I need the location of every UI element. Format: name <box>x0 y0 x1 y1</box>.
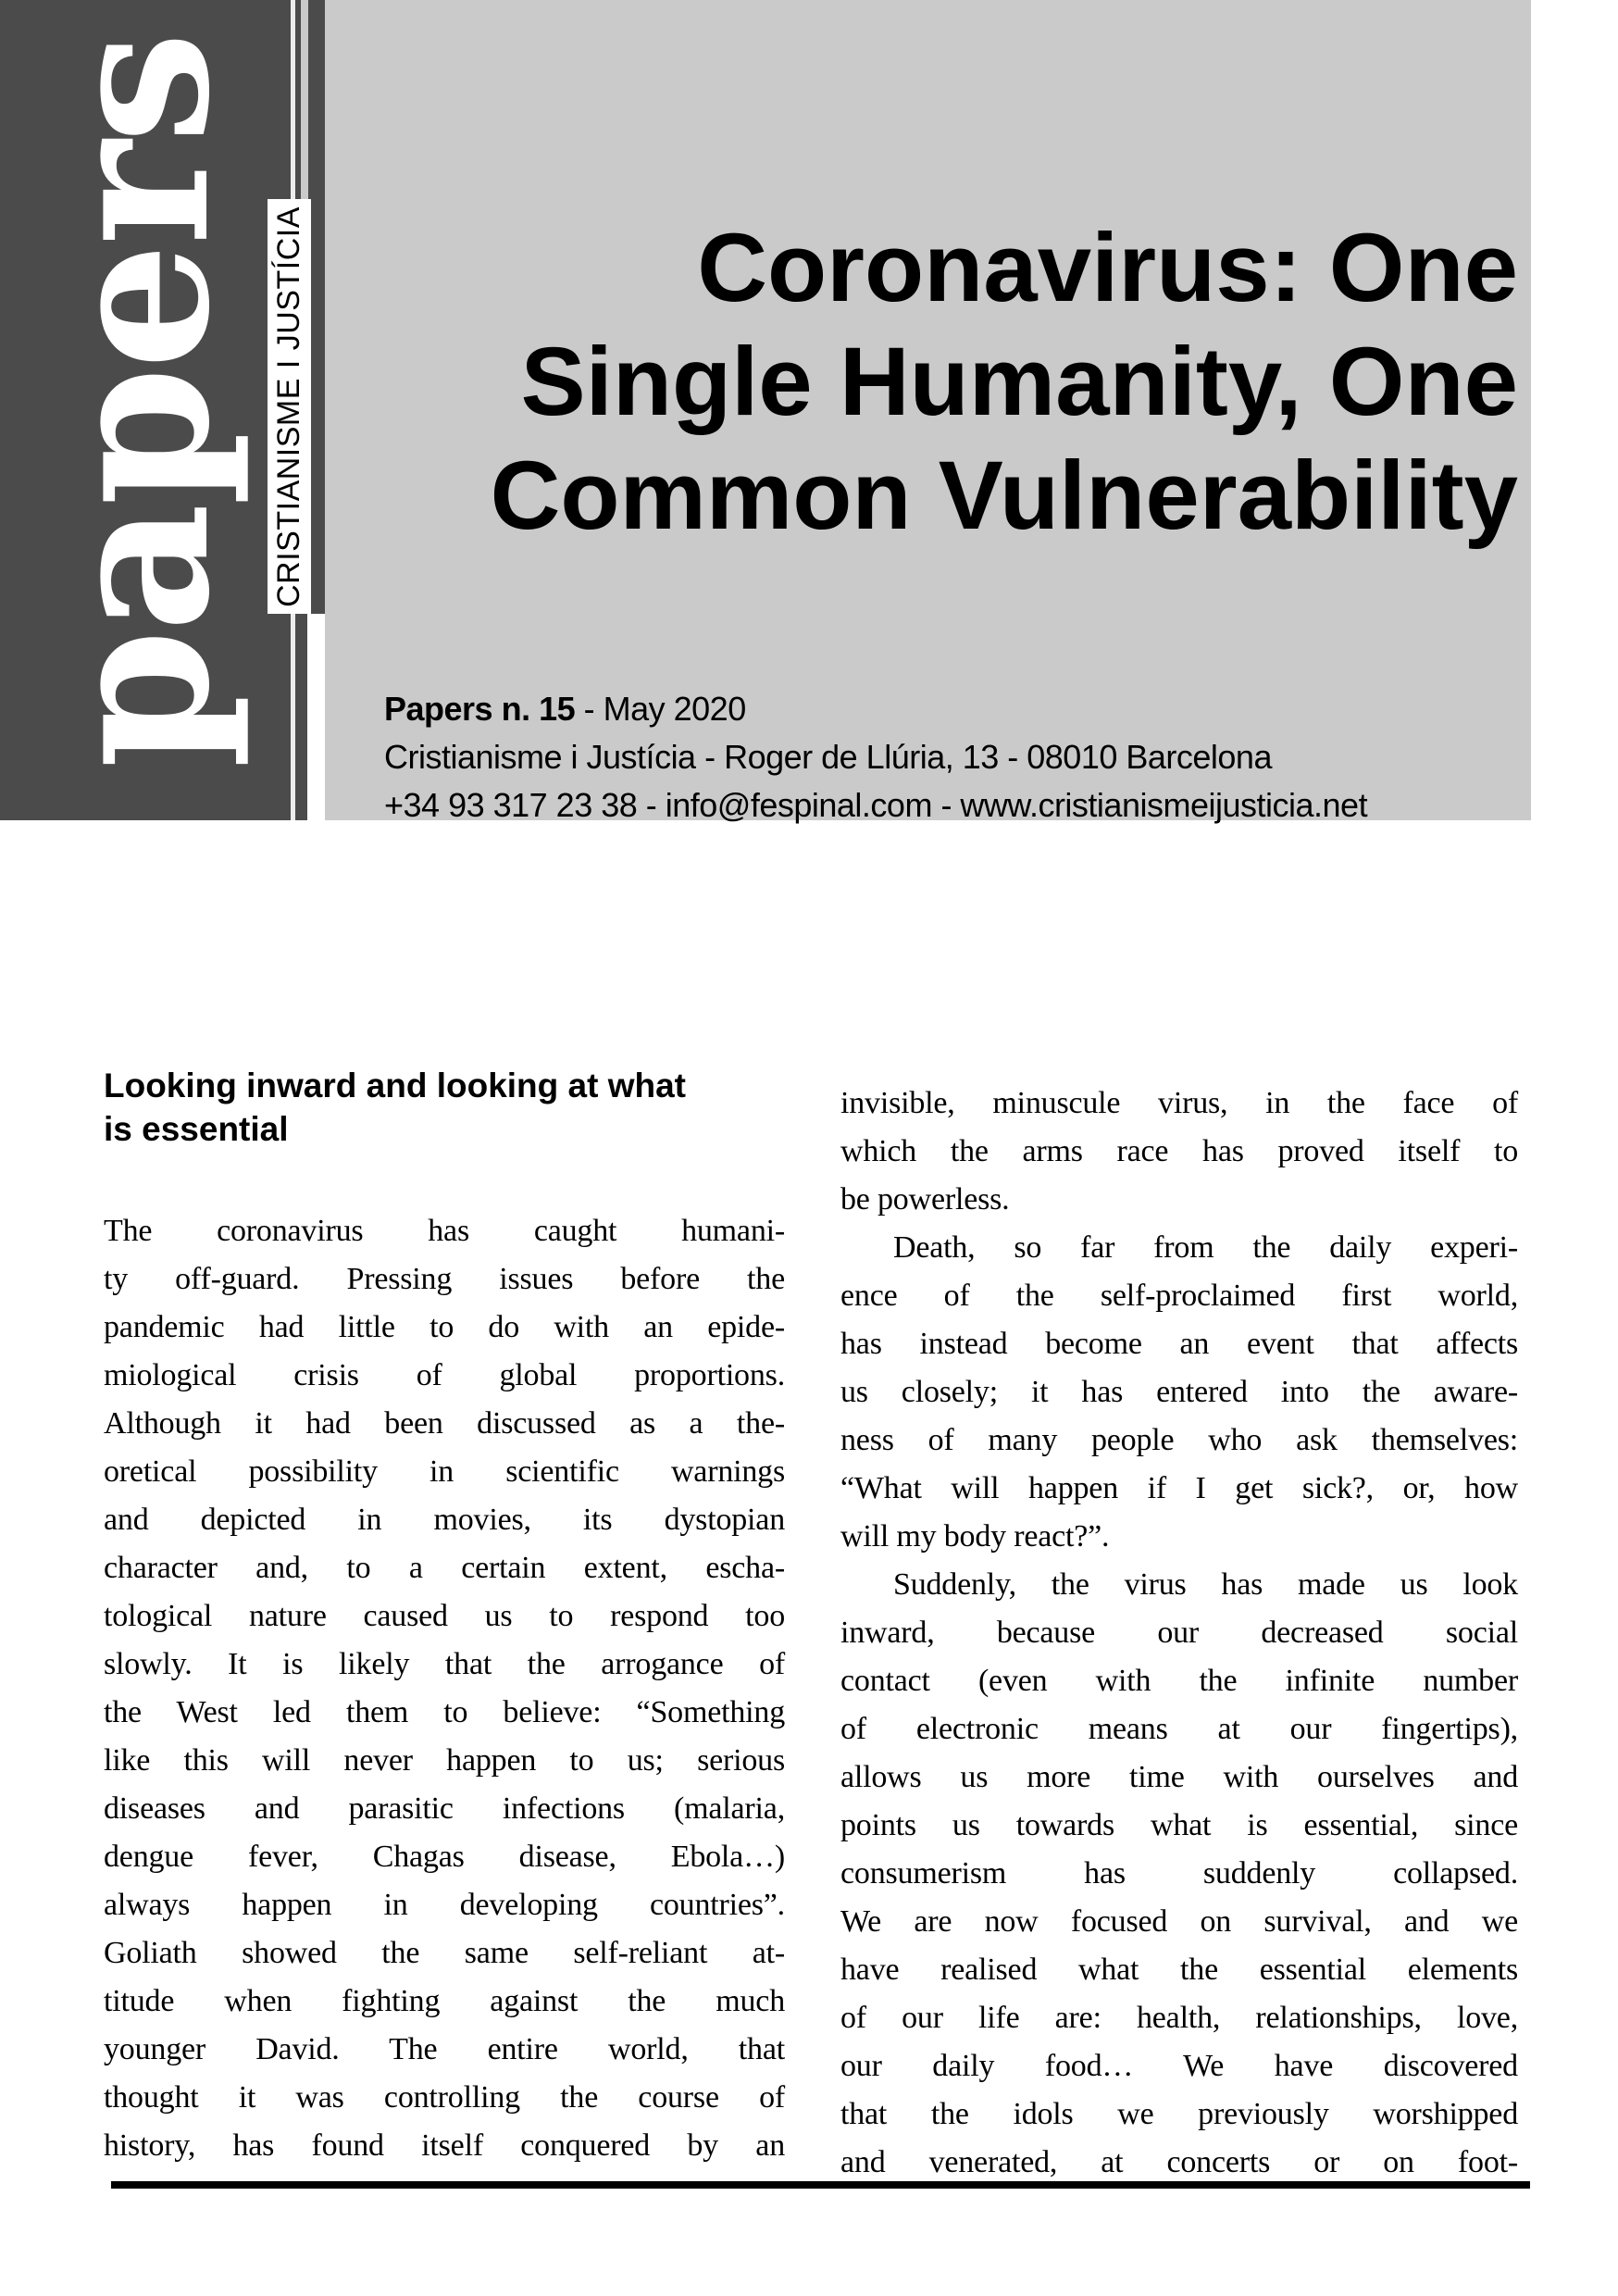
text-line: contact (even with the infinite number <box>840 1664 1518 1698</box>
text-line: younger David. The entire world, that <box>104 2032 785 2066</box>
text-line: ence of the self-proclaimed first world, <box>840 1279 1518 1313</box>
bottom-rule <box>111 2181 1530 2189</box>
text-line: history, has found itself conquered by an <box>104 2128 785 2163</box>
left-column <box>104 1207 785 2170</box>
text-line: Death, so far from the daily experi- <box>893 1230 1518 1265</box>
paragraph <box>104 1207 785 2170</box>
text-line: always happen in developing countries”. <box>104 1888 785 1922</box>
section-heading <box>104 1064 686 1151</box>
text-line: The coronavirus has caught humani- <box>104 1214 785 1248</box>
text-line: Goliath showed the same self-reliant at- <box>104 1936 785 1970</box>
contact-line: +34 93 317 23 38 - info@fespinal.com - www.cristianismeijusticia.net <box>384 786 1368 824</box>
text-line: points us towards what is essential, since <box>840 1808 1518 1842</box>
text-line: inward, because our decreased social <box>840 1616 1518 1650</box>
publisher-vertical-label <box>268 199 311 614</box>
heading-line: Looking inward and looking at what <box>104 1067 686 1104</box>
right-column <box>840 1079 1518 2187</box>
text-line: invisible, minuscule virus, in the face of <box>840 1086 1518 1120</box>
text-line: like this will never happen to us; serious <box>104 1743 785 1778</box>
text-line: Suddenly, the virus has made us look <box>893 1567 1518 1602</box>
issue-line <box>384 685 1367 733</box>
title-line: Common Vulnerability <box>490 442 1518 550</box>
text-line: our daily food… We have discovered <box>840 2049 1518 2083</box>
text-line: pandemic had little to do with an epide- <box>104 1310 785 1344</box>
text-line: character and, to a certain extent, escha- <box>104 1551 785 1585</box>
text-line: that the idols we previously worshipped <box>840 2097 1518 2131</box>
text-line: have realised what the essential elements <box>840 1953 1518 1987</box>
text-line: miological crisis of global proportions. <box>104 1358 785 1392</box>
publisher-label-text: CRISTIANISME I JUSTÍCIA <box>271 206 307 607</box>
issue-date: - May 2020 <box>575 690 746 728</box>
text-line: slowly. It is likely that the arrogance of <box>104 1647 785 1681</box>
issue-number: Papers n. 15 <box>384 690 576 728</box>
publication-info <box>384 685 1367 830</box>
text-line: be powerless. <box>840 1182 1010 1217</box>
paragraph <box>840 1561 1518 2187</box>
text-line: tological nature caused us to respond too <box>104 1599 785 1633</box>
paragraph <box>840 1079 1518 1224</box>
text-line: “What will happen if I get sick?, or, how <box>840 1471 1518 1505</box>
text-line: and depicted in movies, its dystopian <box>104 1503 785 1537</box>
text-line: us closely; it has entered into the aware- <box>840 1375 1518 1409</box>
title-line: Single Humanity, One <box>520 328 1518 436</box>
text-line: ness of many people who ask themselves: <box>840 1423 1518 1457</box>
text-line: We are now focused on survival, and we <box>840 1904 1518 1939</box>
text-line: diseases and parasitic infections (malaria, <box>104 1791 785 1826</box>
heading-line: is essential <box>104 1110 289 1148</box>
document-title <box>491 211 1518 553</box>
text-line: which the arms race has proved itself to <box>840 1134 1518 1168</box>
text-line: has instead become an event that affects <box>840 1327 1518 1361</box>
text-line: Although it had been discussed as a the- <box>104 1406 785 1441</box>
text-line: will my body react?”. <box>840 1519 1110 1554</box>
title-line: Coronavirus: One <box>697 214 1518 322</box>
text-line: ty off-guard. Pressing issues before the <box>104 1262 785 1296</box>
text-line: of electronic means at our fingertips), <box>840 1712 1518 1746</box>
paragraph <box>840 1224 1518 1561</box>
papers-logotype: papers <box>19 33 254 768</box>
text-line: titude when fighting against the much <box>104 1984 785 2018</box>
text-line: thought it was controlling the course of <box>104 2080 785 2115</box>
text-line: the West led them to believe: “Something <box>104 1695 785 1729</box>
text-line: consumerism has suddenly collapsed. <box>840 1856 1518 1890</box>
text-line: of our life are: health, relationships, love, <box>840 2001 1518 2035</box>
text-line: oretical possibility in scientific warnings <box>104 1454 785 1489</box>
address-line: Cristianisme i Justícia - Roger de Llúria, 13 - 08010 Barcelona <box>384 738 1272 776</box>
text-line: and venerated, at concerts or on foot- <box>840 2145 1518 2179</box>
text-line: allows us more time with ourselves and <box>840 1760 1518 1794</box>
text-line: dengue fever, Chagas disease, Ebola…) <box>104 1840 785 1874</box>
